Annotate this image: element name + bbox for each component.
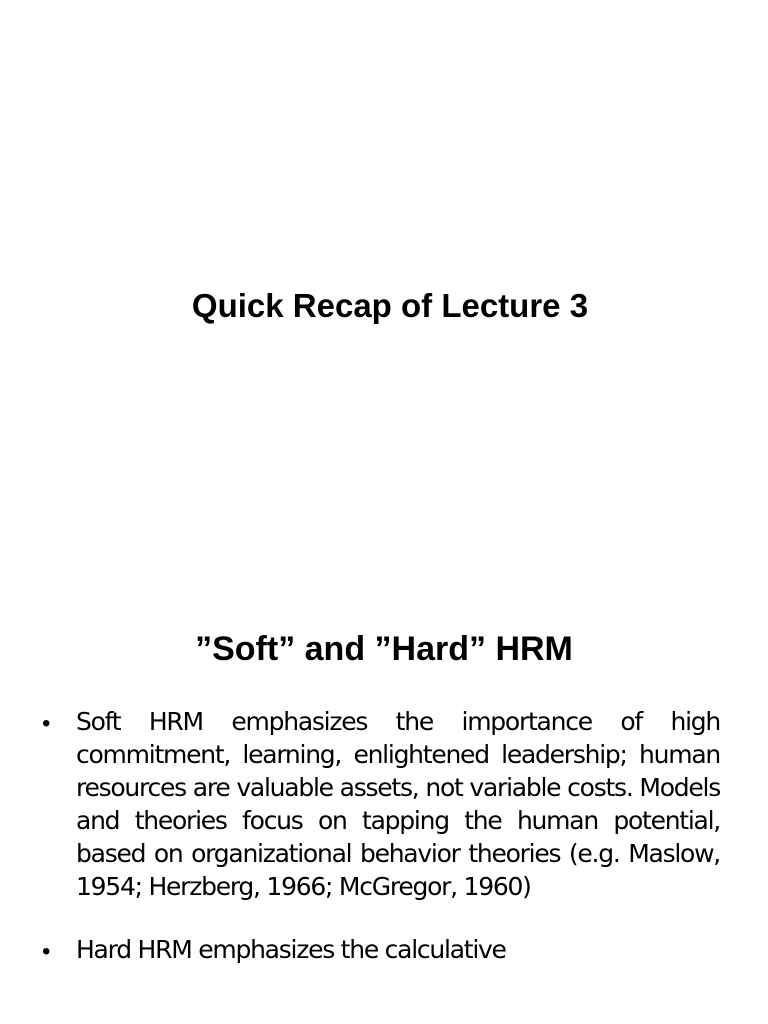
bullet-item-soft-hrm — [0, 705, 768, 903]
slide-2-title: ”Soft” and ”Hard” HRM — [195, 630, 573, 668]
bullet-item-hard-hrm — [0, 933, 768, 966]
bullet-text-hard-hrm: Hard HRM emphasizes the calculative — [76, 935, 506, 964]
bullet-list — [0, 705, 768, 996]
bullet-marker: • — [42, 710, 51, 737]
slide-1-title: Quick Recap of Lecture 3 — [191, 287, 589, 324]
bullet-marker: • — [42, 938, 51, 965]
bullet-text-soft-hrm: Soft HRM emphasizes the importance of high commitment, learning, enlightened leadership; human resources are valuable assets, not variable costs. Models and theories focus on tapping the human potential, based on organizational behavior theories (e.g. Maslow, 1954; Herzberg, 1966; McGregor, 1960) — [76, 707, 720, 901]
